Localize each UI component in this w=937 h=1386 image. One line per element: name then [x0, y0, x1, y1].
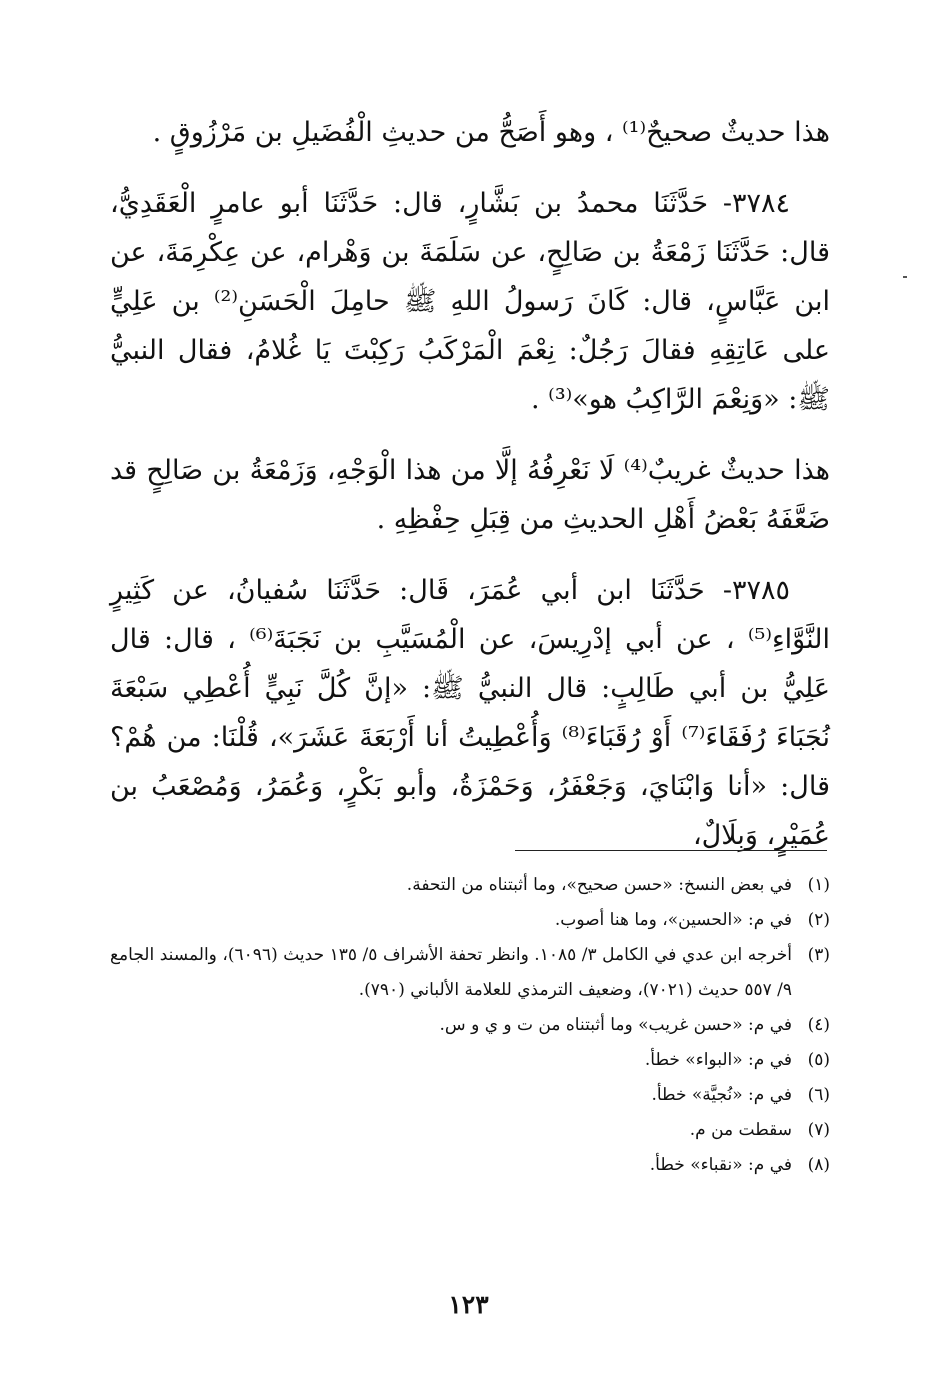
footnote-divider: [515, 850, 827, 851]
footnote-item: [110, 1148, 830, 1183]
footnote-number: (٤): [807, 1015, 830, 1035]
main-text: [110, 108, 830, 860]
footnote-number: (٥): [807, 1050, 830, 1070]
grading-paragraph-2: هذا حديثٌ غريبٌ⁽⁴⁾ لَا نَعْرِفُهُ إلَّا من هذا الْوَجْهِ، وَزَمْعَةُ بن صَالِحٍ قد ضَعَّفَهُ بَعْضُ أَهْلِ الحديثِ من قِبَلِ حِفْظِهِ .: [110, 455, 830, 535]
footnote-text: في م: «البواء» خطأ.: [644, 1050, 792, 1070]
footnote-number: (٦): [807, 1085, 830, 1105]
footnote-number: (١): [807, 875, 830, 895]
footnote-number: (٧): [807, 1120, 830, 1140]
footnote-text: في م: «الحسين»، وما هنا أصوب.: [554, 910, 792, 930]
footnote-item: [110, 868, 830, 903]
footnote-item: [110, 1008, 830, 1043]
footnote-item: [110, 1113, 830, 1148]
scan-speck: [903, 276, 907, 278]
footnote-text: في م: «نُجيَّة» خطأ.: [651, 1085, 792, 1105]
footnote-item: [110, 1043, 830, 1078]
page-number: ١٢٣: [448, 1290, 489, 1319]
footnote-item: [110, 903, 830, 938]
footnote-text: أخرجه ابن عدي في الكامل ٣/ ١٠٨٥. وانظر تحفة الأشراف ٥/ ١٣٥ حديث (٦٠٩٦)، والمسند الجامع ٩/ ٥٥٧ حديث (٧٠٢١)، وضعيف الترمذي للعلامة الألباني (٧٩٠).: [110, 945, 792, 1000]
footnote-text: سقطت من م.: [689, 1120, 792, 1140]
footnote-number: (٨): [807, 1155, 830, 1175]
footnote-text: في بعض النسخ: «حسن صحيح»، وما أثبتناه من التحفة.: [406, 875, 792, 895]
grading-paragraph-1: هذا حديثٌ صحيحٌ⁽¹⁾ ، وهو أَصَحُّ من حديثِ الْفُضَيلِ بن مَرْزُوقٍ .: [152, 117, 830, 148]
footnote-number: (٢): [807, 910, 830, 930]
footnote-number: (٣): [807, 945, 830, 965]
footnote-text: في م: «نقباء» خطأ.: [649, 1155, 792, 1175]
footnote-text: في م: «حسن غريب» وما أثبتناه من ت و ي و س.: [439, 1015, 792, 1035]
hadith-3784: ٣٧٨٤- حَدَّثَنَا محمدُ بن بَشَّارٍ، قال: حَدَّثَنَا أبو عامرٍ الْعَقَدِيُّ، قال: حَدَّثَنَا زَمْعَةُ بن صَالِحٍ، عن سَلَمَةَ بن وَهْرام، عن عِكْرِمَةَ، عن ابن عَبَّاسٍ، قال: كَانَ رَسولُ اللهِ ﷺ حامِلَ الْحَسَنِ⁽²⁾ بن عَلِيٍّ على عَاتِقِهِ فقالَ رَجُلٌ: نِعْمَ الْمَرْكَبُ رَكِبْتَ يَا غُلامُ، فقال النبيُّ ﷺ: «وَنِعْمَ الرَّاكِبُ هو»⁽³⁾ .: [110, 188, 830, 415]
footnote-item: [110, 938, 830, 1008]
footnote-item: [110, 1078, 830, 1113]
hadith-3785: ٣٧٨٥- حَدَّثَنَا ابن أبي عُمَرَ، قَال: حَدَّثَنَا سُفيانُ، عن كَثِيرٍ النَّوَّاءِ⁽⁵⁾ ، عن أبي إدْرِيسَ، عن الْمُسَيَّبِ بن نَجَبَةَ⁽⁶⁾ ، قال: قال عَلِيُّ بن أبي طَالِبٍ: قال النبيُّ ﷺ: «إنَّ كُلَّ نَبِيٍّ أُعْطِي سَبْعَةَ نُجَبَاءَ رُفَقَاءَ⁽⁷⁾ أَوْ رُقَبَاءَ⁽⁸⁾ وَأُعْطِيتُ أنا أَرْبَعَةَ عَشَرَ»، قُلْنَا: من هُمْ؟ قال: «أنا وَابْنَايَ، وَجَعْفَرُ، وَحَمْزَةُ، وأبو بَكْرٍ، وَعُمَرُ، وَمُصْعَبُ بن عُمَيْرٍ، وَبِلَالٌ،: [110, 575, 830, 851]
footnotes-list: [110, 868, 830, 1183]
